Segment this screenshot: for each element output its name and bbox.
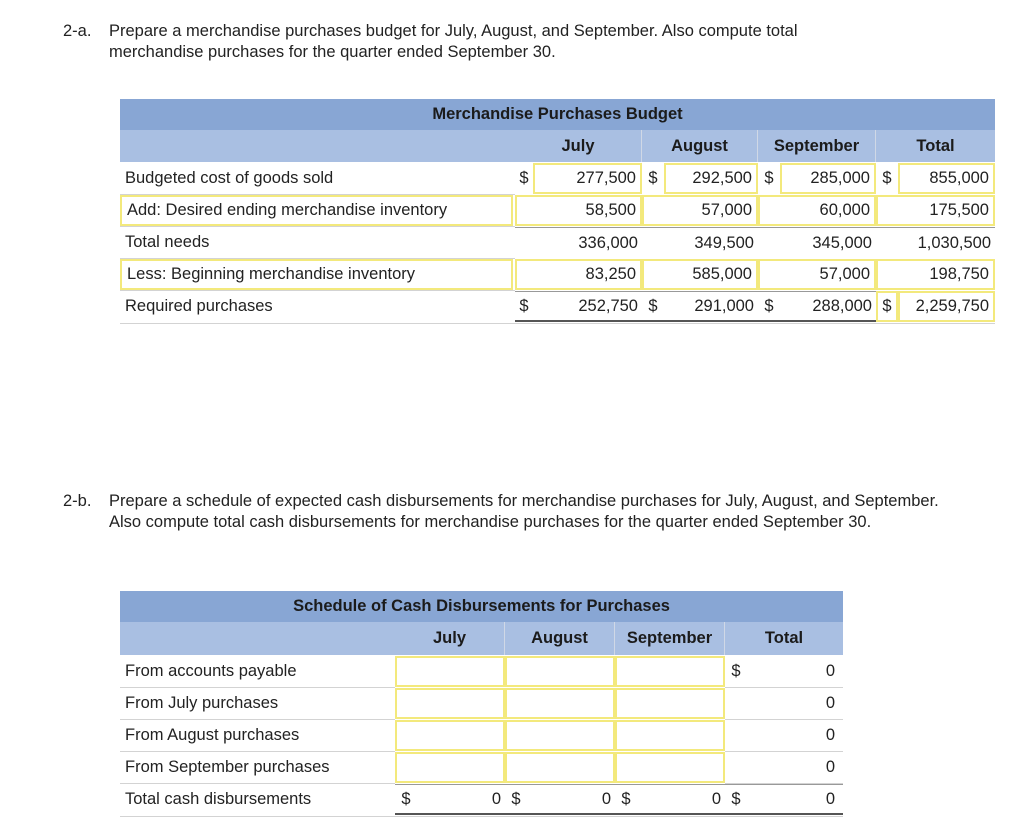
col-july: July (515, 130, 642, 162)
august-from-august-input[interactable] (505, 720, 615, 751)
row-divider (725, 783, 843, 784)
question-text: Prepare a merchandise purchases budget for July, August, and September. Also compute total merchandise purchases for the quarter ended September 30. (109, 22, 798, 61)
september-from-september-input[interactable] (615, 752, 725, 783)
row-label: Total needs (120, 227, 513, 258)
july-ending-inventory-input[interactable]: 58,500 (515, 195, 642, 226)
dollar-sign: $ (642, 291, 664, 322)
row-label: From September purchases (120, 752, 393, 783)
july-total-needs: 336,000 (515, 227, 642, 258)
august-ending-inventory-input[interactable]: 57,000 (642, 195, 758, 226)
total-cogs-input[interactable]: 855,000 (898, 163, 995, 194)
july-total-disbursements: 0 (417, 784, 505, 815)
total-ending-inventory-input[interactable]: 175,500 (876, 195, 995, 226)
august-accounts-payable-input[interactable] (505, 656, 615, 687)
august-required-purchases: 291,000 (664, 291, 758, 322)
row-divider (120, 751, 395, 752)
row-divider (120, 323, 995, 324)
september-total-needs: 345,000 (758, 227, 876, 258)
dollar-sign: $ (615, 784, 637, 815)
row-label: From accounts payable (120, 656, 393, 687)
row-divider (120, 719, 395, 720)
september-required-purchases: 288,000 (780, 291, 876, 322)
col-september: September (615, 622, 725, 655)
september-ending-inventory-input[interactable]: 60,000 (758, 195, 876, 226)
row-divider (120, 258, 515, 259)
row-divider (120, 783, 395, 784)
dollar-sign: $ (648, 169, 658, 187)
row-divider (120, 290, 515, 291)
september-cogs-input[interactable]: 285,000 (780, 163, 876, 194)
row-label: Budgeted cost of goods sold (120, 163, 513, 194)
table-title: Schedule of Cash Disbursements for Purchases (120, 591, 843, 622)
august-from-september-input[interactable] (505, 752, 615, 783)
dollar-sign: $ (764, 169, 774, 187)
question-2a (63, 21, 883, 65)
august-beginning-inventory-input[interactable]: 585,000 (642, 259, 758, 290)
col-august: August (642, 130, 758, 162)
row-divider (120, 687, 395, 688)
col-total: Total (876, 130, 995, 162)
table-title: Merchandise Purchases Budget (120, 99, 995, 130)
row-divider (120, 816, 843, 817)
july-from-august-input[interactable] (395, 720, 505, 751)
question-2b (63, 491, 943, 557)
dollar-sign: $ (725, 784, 747, 815)
question-number: 2-a. (63, 22, 92, 40)
september-total-disbursements: 0 (637, 784, 725, 815)
july-cogs-input[interactable]: 277,500 (533, 163, 642, 194)
row-divider (120, 194, 515, 195)
dollar-sign: $ (876, 291, 898, 322)
row-divider (725, 751, 843, 752)
col-total: Total (725, 622, 843, 655)
july-accounts-payable-input[interactable] (395, 656, 505, 687)
row-divider (725, 687, 843, 688)
col-september: September (758, 130, 876, 162)
july-beginning-inventory-input[interactable]: 83,250 (515, 259, 642, 290)
september-accounts-payable-input[interactable] (615, 656, 725, 687)
total-from-july: 0 (825, 694, 835, 712)
dollar-sign: $ (395, 784, 417, 815)
row-divider (120, 226, 515, 227)
row-label-select[interactable]: Add: Desired ending merchandise inventory (120, 195, 513, 226)
row-label-select[interactable]: Less: Beginning merchandise inventory (120, 259, 513, 290)
total-accounts-payable: 0 (825, 662, 835, 680)
total-from-september: 0 (825, 758, 835, 776)
august-total-disbursements: 0 (527, 784, 615, 815)
dollar-sign: $ (758, 291, 780, 322)
july-from-july-input[interactable] (395, 688, 505, 719)
col-august: August (505, 622, 615, 655)
row-label: From August purchases (120, 720, 393, 751)
september-from-july-input[interactable] (615, 688, 725, 719)
august-total-needs: 349,500 (642, 227, 758, 258)
row-label: From July purchases (120, 688, 393, 719)
row-divider (725, 719, 843, 720)
dollar-sign: $ (505, 784, 527, 815)
total-total-needs: 1,030,500 (876, 227, 995, 258)
august-from-july-input[interactable] (505, 688, 615, 719)
dollar-sign: $ (882, 169, 892, 187)
july-required-purchases: 252,750 (533, 291, 642, 322)
question-text: Prepare a schedule of expected cash disbursements for merchandise purchases for July, August, and September. Also compute total cash disbursements for merchandise purchases for the quarter ended September 30. (109, 492, 939, 531)
dollar-sign: $ (519, 169, 529, 187)
july-from-september-input[interactable] (395, 752, 505, 783)
september-from-august-input[interactable] (615, 720, 725, 751)
total-required-purchases-input[interactable]: 2,259,750 (898, 291, 995, 322)
row-label: Required purchases (120, 291, 513, 322)
dollar-sign: $ (515, 291, 533, 322)
august-cogs-input[interactable]: 292,500 (664, 163, 758, 194)
question-number: 2-b. (63, 492, 92, 510)
total-total-disbursements: 0 (747, 784, 843, 815)
september-beginning-inventory-input[interactable]: 57,000 (758, 259, 876, 290)
total-beginning-inventory-input[interactable]: 198,750 (876, 259, 995, 290)
col-july: July (395, 622, 505, 655)
dollar-sign: $ (731, 662, 741, 680)
total-from-august: 0 (825, 726, 835, 744)
row-label: Total cash disbursements (120, 784, 393, 815)
